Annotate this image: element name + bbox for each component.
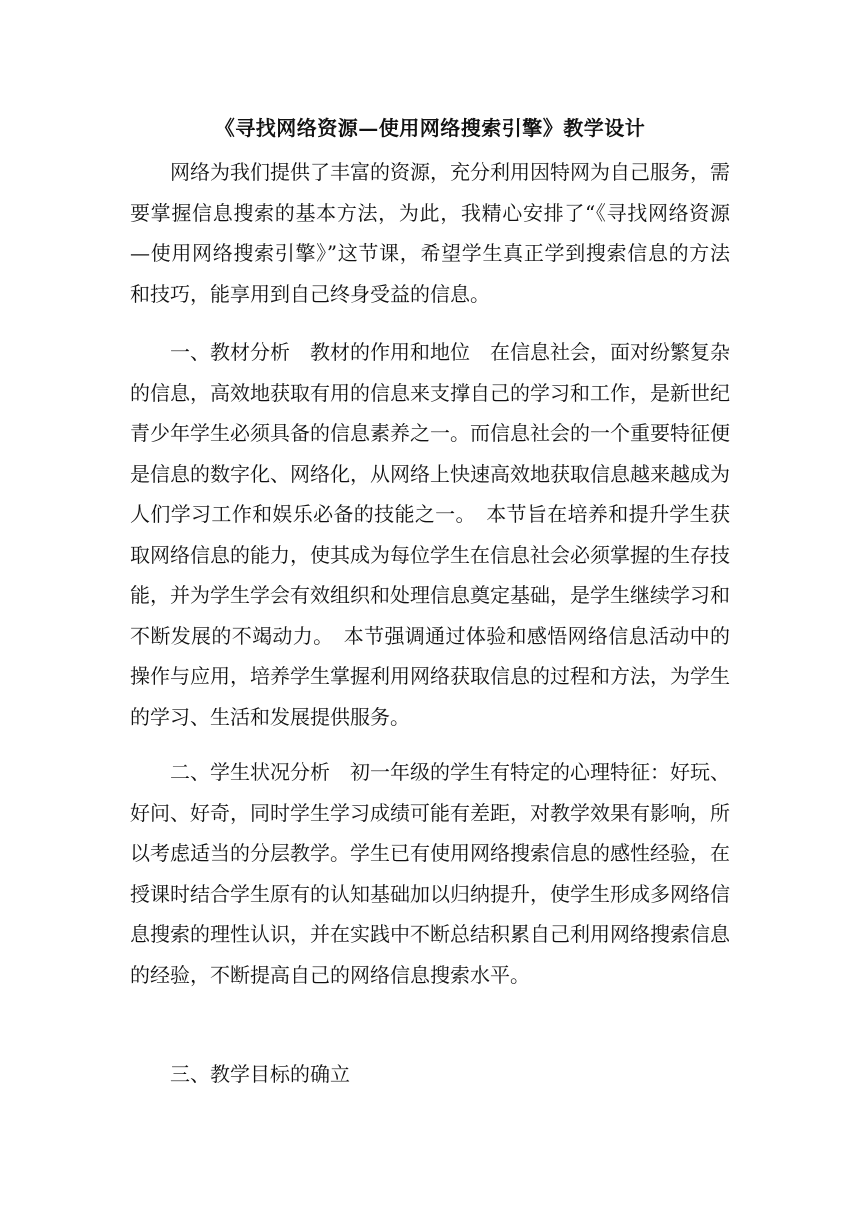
paragraph-student-analysis: 二、学生状况分析 初一年级的学生有特定的心理特征：好玩、好问、好奇，同时学生学习成绩可能有差距，对教学效果有影响，所以考虑适当的分层教学。学生已有使用网络搜索信息的感性经验，在授课时结合学生原有的认知基础加以归纳提升，使学生形成多网络信息搜索的理性认识，并在实践中不断总结积累自己利用网络搜索信息的经验，不断提高自己的网络信息搜索水平。 (130, 760, 730, 987)
paragraph-textbook-analysis: 一、教材分析 教材的作用和地位 在信息社会，面对纷繁复杂的信息，高效地获取有用的信息来支撑自己的学习和工作，是新世纪青少年学生必须具备的信息素养之一。而信息社会的一个重要特征便是信息的数字化、网络化，从网络上快速高效地获取信息越来越成为人们学习工作和娱乐必备的技能之一。 本节旨在培养和提升学生获取网络信息的能力，使其成为每位学生在信息社会必须掌握的生存技能，并为学生学会有效组织和处理信息奠定基础，是学生继续学习和不断发展的不竭动力。 本节强调通过体验和感悟网络信息活动中的操作与应用，培养学生掌握利用网络获取信息的过程和方法，为学生的学习、生活和发展提供服务。 (130, 340, 730, 729)
document-title: 《寻找网络资源—使用网络搜索引擎》教学设计 (214, 116, 646, 140)
paragraph-intro: 网络为我们提供了丰富的资源，充分利用因特网为自己服务，需要掌握信息搜索的基本方法，为此，我精心安排了“《寻找网络资源—使用网络搜索引擎》”这节课，希望学生真正学到搜索信息的方法和技巧，能享用到自己终身受益的信息。 (130, 160, 730, 306)
paragraph-teaching-goals-heading: 三、教学目标的确立 (170, 1062, 350, 1086)
